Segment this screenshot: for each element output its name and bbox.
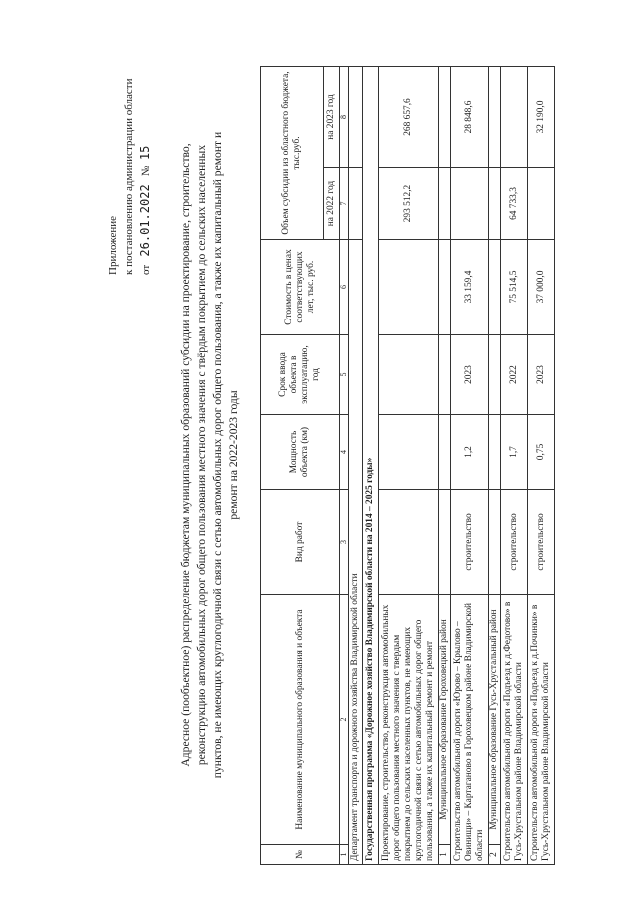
heading-line-2: реконструкцию автомобильных дорог общего пользования местного значения с твёрдым покрытием до сельских населенных (195, 144, 208, 766)
document-heading (178, 45, 242, 865)
header-subsidy: Объем субсидии из областного бюджета, тыс.руб. (261, 67, 324, 240)
appendix-date: 26.01.2022 (138, 184, 152, 257)
object-name: Строительство автомобильной дороги «Юрово – Крылово – Овинищи» – Картаганово в Гороховецком районе Владимирской области (451, 595, 489, 865)
header-work: Вид работ (261, 490, 340, 595)
object-capacity: 0,75 (528, 415, 555, 490)
empty-cell (439, 490, 451, 595)
empty-cell (489, 240, 501, 335)
object-cost: 37 000,0 (528, 240, 555, 335)
object-2023: 32 190,0 (528, 67, 555, 168)
summary-name: Проектирование, строительство, реконструкция автомобильных дорог общего пользования местного значения с твердым покрытием до сельских населенных пунктов, не имеющих круглогодичной связи с сетью автомобильных дорог общего пользования, а также их капитальный ремонт и ремонт (379, 595, 439, 865)
municipality-no: 1 (439, 845, 451, 865)
column-number: 7 (340, 168, 349, 240)
object-term: 2022 (501, 335, 528, 415)
header-2023: на 2023 год (324, 67, 340, 168)
header-row (261, 67, 324, 865)
object-name: Строительство автомобильной дороги «Подъезд к д.Починки» в Гусь-Хрустальном районе Владимирской области (528, 595, 555, 865)
object-cost: 75 514,5 (501, 240, 528, 335)
heading-line-1: Адресное (пообъектное) распределение бюджетам муниципальных образований субсидии на проектирование, строительство, (179, 143, 192, 767)
program-name: Государственная программа «Дорожное хозяйство Владимирской области на 2014 – 2025 годы» (363, 67, 379, 865)
column-number: 4 (340, 415, 349, 490)
header-2022: на 2022 год (324, 168, 340, 240)
object-row (451, 67, 489, 865)
header-name: Наименование муниципального образования и объекта (261, 595, 340, 845)
appendix-number-label: № (140, 165, 152, 177)
subsidy-table (260, 66, 555, 865)
header-cost: Стоимость в ценах соответствующих лет, тыс. руб. (261, 240, 340, 335)
summary-2023: 268 657,6 (379, 67, 439, 168)
summary-2022: 293 512,2 (379, 168, 439, 240)
empty-cell (379, 415, 439, 490)
empty-cell (489, 490, 501, 595)
heading-line-3: пунктов, не имеющих круглогодичной связи с сетью автомобильных дорог общего пользования, а также их капитальный ремонт и (211, 131, 224, 779)
object-capacity: 1,2 (451, 415, 489, 490)
department-row (349, 67, 363, 865)
object-2023: 28 848,6 (451, 67, 489, 168)
appendix-number: 15 (138, 145, 152, 161)
object-name: Строительство автомобильной дороги «Подъезд к д.Федотово» в Гусь-Хрустальном районе Владимирской области (501, 595, 528, 865)
object-2022 (451, 168, 489, 240)
column-number: 2 (340, 595, 349, 845)
empty-cell (439, 335, 451, 415)
empty-cell (349, 168, 363, 240)
municipality-no: 2 (489, 845, 501, 865)
object-term: 2023 (451, 335, 489, 415)
empty-cell (349, 67, 363, 168)
column-number: 3 (340, 490, 349, 595)
heading-line-4: ремонт на 2022-2023 годы (227, 390, 240, 520)
column-number: 8 (340, 67, 349, 168)
program-row (363, 67, 379, 865)
municipality-row (489, 67, 501, 865)
municipality-row (439, 67, 451, 865)
empty-cell (489, 67, 501, 168)
empty-cell (379, 240, 439, 335)
object-work: строительство (501, 490, 528, 595)
empty-cell (439, 67, 451, 168)
object-2022 (528, 168, 555, 240)
object-cost: 33 159,4 (451, 240, 489, 335)
appendix-title: Приложение (107, 215, 119, 275)
object-work: строительство (528, 490, 555, 595)
empty-cell (489, 415, 501, 490)
summary-row (379, 67, 439, 865)
empty-cell (379, 490, 439, 595)
municipality-name: Муниципальное образование Гусь-Хрустальный район (489, 595, 501, 845)
appendix-date-prefix: от (140, 264, 152, 275)
appendix-date-line (137, 15, 154, 275)
object-term: 2023 (528, 335, 555, 415)
appendix-block (105, 15, 154, 275)
empty-cell (439, 168, 451, 240)
object-2022: 64 733,3 (501, 168, 528, 240)
column-number: 5 (340, 335, 349, 415)
object-work: строительство (451, 490, 489, 595)
column-number: 6 (340, 240, 349, 335)
empty-cell (439, 240, 451, 335)
object-capacity: 1,7 (501, 415, 528, 490)
municipality-name: Муниципальное образование Гороховецкий район (439, 595, 451, 845)
header-capacity: Мощность объекта (км) (261, 415, 340, 490)
header-no: № (261, 845, 340, 865)
empty-cell (379, 335, 439, 415)
empty-cell (489, 335, 501, 415)
object-2023 (501, 67, 528, 168)
column-numbers-row (340, 67, 349, 865)
header-term: Срок ввода объекта в эксплуатацию, год (261, 335, 340, 415)
object-row (501, 67, 528, 865)
column-number: 1 (340, 845, 349, 865)
object-row (528, 67, 555, 865)
appendix-resolution: к постановлению администрации области (123, 78, 135, 275)
empty-cell (489, 168, 501, 240)
department-name: Департамент транспорта и дорожного хозяйства Владимирской области (349, 240, 363, 865)
empty-cell (439, 415, 451, 490)
